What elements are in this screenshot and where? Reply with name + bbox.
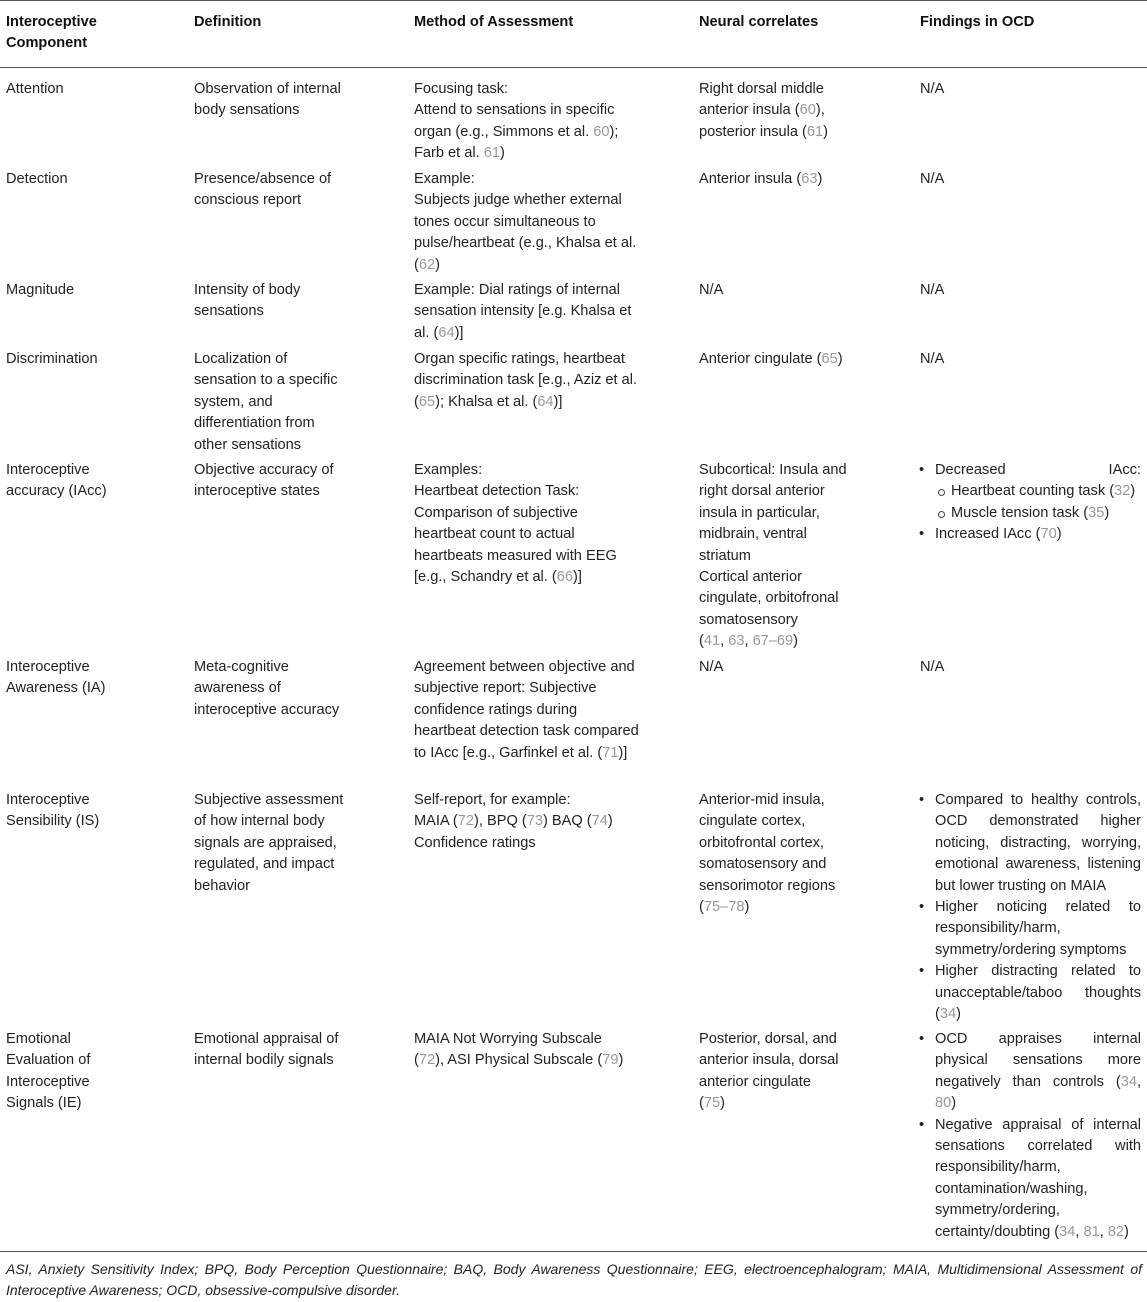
header-definition: Definition (194, 14, 262, 30)
neural-cell: Right dorsal middle anterior insula (60), posterior insula (61) (699, 81, 828, 140)
citation-link[interactable]: 79 (602, 1052, 619, 1069)
findings-cell: N/A (920, 659, 945, 675)
method-cell: MAIA Not Worrying Subscale (72), ASI Physical Subscale (79) (414, 1031, 624, 1069)
table-top-rule (0, 0, 1147, 1)
citation-link[interactable]: 82 (1107, 1223, 1125, 1240)
finding-item: • Increased IAcc (70) (915, 524, 1141, 545)
citation-link[interactable]: 32 (1114, 483, 1131, 500)
citation-link[interactable]: 75 (703, 1095, 721, 1112)
citation-link[interactable]: 66 (556, 569, 574, 586)
citation-link[interactable]: 34 (1120, 1073, 1137, 1090)
citation-link[interactable]: 81 (1083, 1223, 1100, 1240)
definition-cell: Intensity of body sensations (194, 282, 301, 320)
findings-cell: N/A (920, 351, 945, 367)
citation-link[interactable]: 74 (591, 813, 608, 830)
neural-cell: Posterior, dorsal, and anterior insula, dorsal anterior cingulate (75) (699, 1031, 839, 1112)
citation-link[interactable]: 34 (939, 1006, 957, 1023)
component-cell: Interoceptive accuracy (IAcc) (6, 462, 107, 500)
citation-link[interactable]: 80 (935, 1095, 952, 1112)
method-cell: Self-report, for example: MAIA (72), BPQ (73) BAQ (74) Confidence ratings (414, 792, 613, 851)
citation-link[interactable]: 71 (602, 744, 619, 761)
table-footnote: ASI, Anxiety Sensitivity Index; BPQ, Body Perception Questionnaire; BAQ, Body Awareness Questionnaire; EEG, electroencephalogram; MAIA, Multidimensional Assessment of Interoceptive Awareness; OCD, obsessive-compulsive disorder. (6, 1261, 1142, 1298)
definition-cell: Observation of internal body sensations (194, 81, 341, 119)
citation-link[interactable]: 61 (483, 145, 500, 162)
citation-link[interactable]: 67–69 (752, 633, 794, 650)
neural-cell: Subcortical: Insula and right dorsal anterior insula in particular, midbrain, ventral striatum Cortical anterior cingulate, orbitofronal somatosensory (41, 63, 67–69) (699, 462, 847, 650)
citation-link[interactable]: 60 (799, 102, 816, 119)
findings-list (915, 460, 1141, 546)
finding-item: • OCD appraises internal physical sensations more negatively than controls (34, 80) (915, 1029, 1141, 1115)
definition-cell: Objective accuracy of interoceptive states (194, 462, 334, 500)
method-cell: Examples: Heartbeat detection Task: Comparison of subjective heartbeat count to actual heartbeats measured with EEG [e.g., Schandry et al. (66)] (414, 462, 617, 586)
findings-list (915, 1029, 1141, 1243)
findings-cell (915, 460, 1141, 546)
finding-item: • Compared to healthy controls, OCD demonstrated higher noticing, distracting, worrying, emotional awareness, listening but lower trusting on MAIA (915, 790, 1141, 897)
citation-link[interactable]: 65 (418, 393, 436, 410)
citation-link[interactable]: 73 (526, 813, 543, 830)
citation-link[interactable]: 64 (537, 393, 554, 410)
citation-link[interactable]: 65 (821, 351, 838, 367)
citation-link[interactable]: 61 (806, 123, 824, 140)
citation-link[interactable]: 35 (1088, 504, 1105, 521)
citation-link[interactable]: 41 (703, 633, 721, 650)
definition-cell: Presence/absence of conscious report (194, 171, 332, 209)
findings-cell (915, 790, 1141, 1025)
header-bottom-rule (0, 67, 1147, 68)
finding-subitem: Muscle tension task (35) (935, 503, 1141, 524)
component-cell: Interoceptive Awareness (IA) (6, 659, 106, 697)
neural-cell: Anterior-mid insula, cingulate cortex, orbitofrontal cortex, somatosensory and sensorimotor regions (75–78) (699, 792, 836, 916)
method-cell: Example: Dial ratings of internal sensation intensity [e.g. Khalsa et al. (64)] (414, 282, 632, 341)
method-cell: Agreement between objective and subjective report: Subjective confidence ratings during heartbeat detection task compared to IAcc [e.g., Garfinkel et al. (71)] (414, 659, 639, 761)
definition-cell: Localization of sensation to a specific system, and differentiation from other sensations (194, 351, 338, 453)
component-cell: Attention (6, 81, 64, 97)
citation-link[interactable]: 75–78 (703, 899, 745, 916)
neural-cell: Anterior insula (63) (699, 171, 823, 187)
neural-cell: N/A (699, 659, 724, 675)
findings-cell: N/A (920, 282, 945, 298)
findings-list (915, 790, 1141, 1025)
findings-cell: N/A (920, 171, 945, 187)
definition-cell: Meta-cognitive awareness of interoceptive accuracy (194, 659, 340, 718)
component-cell: Interoceptive Sensibility (IS) (6, 792, 100, 830)
definition-cell: Emotional appraisal of internal bodily signals (194, 1031, 339, 1069)
component-cell: Discrimination (6, 351, 98, 367)
finding-subitem: Heartbeat counting task (32) (935, 481, 1141, 502)
citation-link[interactable]: 72 (457, 813, 475, 830)
neural-cell: N/A (699, 282, 724, 298)
findings-sublist (935, 481, 1141, 524)
neural-cell: Anterior cingulate (65) (699, 351, 843, 367)
finding-item: • Decreased IAcc: Heartbeat counting task (32) Muscle tension task (35) (915, 460, 1141, 524)
component-cell: Detection (6, 171, 68, 187)
citation-link[interactable]: 62 (418, 256, 436, 273)
finding-item: • Higher noticing related to responsibility/harm, symmetry/ordering symptoms (915, 897, 1141, 961)
finding-item: • Negative appraisal of internal sensations correlated with responsibility/harm, contamination/washing, symmetry/ordering, certainty/doubting (34, 81, 82) (915, 1115, 1141, 1243)
component-cell: Magnitude (6, 282, 75, 298)
citation-link[interactable]: 63 (728, 633, 745, 650)
findings-cell: N/A (920, 81, 945, 97)
finding-item: • Higher distracting related to unacceptable/taboo thoughts (34) (915, 961, 1141, 1025)
citation-link[interactable]: 60 (593, 123, 610, 140)
header-neural-correlates: Neural correlates (699, 14, 819, 30)
citation-link[interactable]: 70 (1040, 526, 1057, 543)
method-cell: Example: Subjects judge whether external tones occur simultaneous to pulse/heartbeat (e.g., Khalsa et al. (62) (414, 171, 637, 273)
findings-cell (915, 1029, 1141, 1243)
method-cell: Focusing task: Attend to sensations in specific organ (e.g., Simmons et al. 60); Farb et al. 61) (414, 81, 619, 162)
header-method-of-assessment: Method of Assessment (414, 14, 574, 30)
header-interoceptive-component: Interoceptive Component (6, 14, 97, 52)
header-findings-in-ocd: Findings in OCD (920, 14, 1035, 30)
method-cell: Organ specific ratings, heartbeat discrimination task [e.g., Aziz et al. (65); Khalsa et al. (64)] (414, 351, 638, 410)
table-bottom-rule (0, 1251, 1147, 1252)
definition-cell: Subjective assessment of how internal body signals are appraised, regulated, and impact behavior (194, 792, 344, 894)
citation-link[interactable]: 63 (801, 171, 818, 187)
component-cell: Emotional Evaluation of Interoceptive Signals (IE) (6, 1031, 91, 1112)
citation-link[interactable]: 34 (1059, 1223, 1076, 1240)
citation-link[interactable]: 64 (438, 324, 455, 341)
citation-link[interactable]: 72 (418, 1052, 436, 1069)
